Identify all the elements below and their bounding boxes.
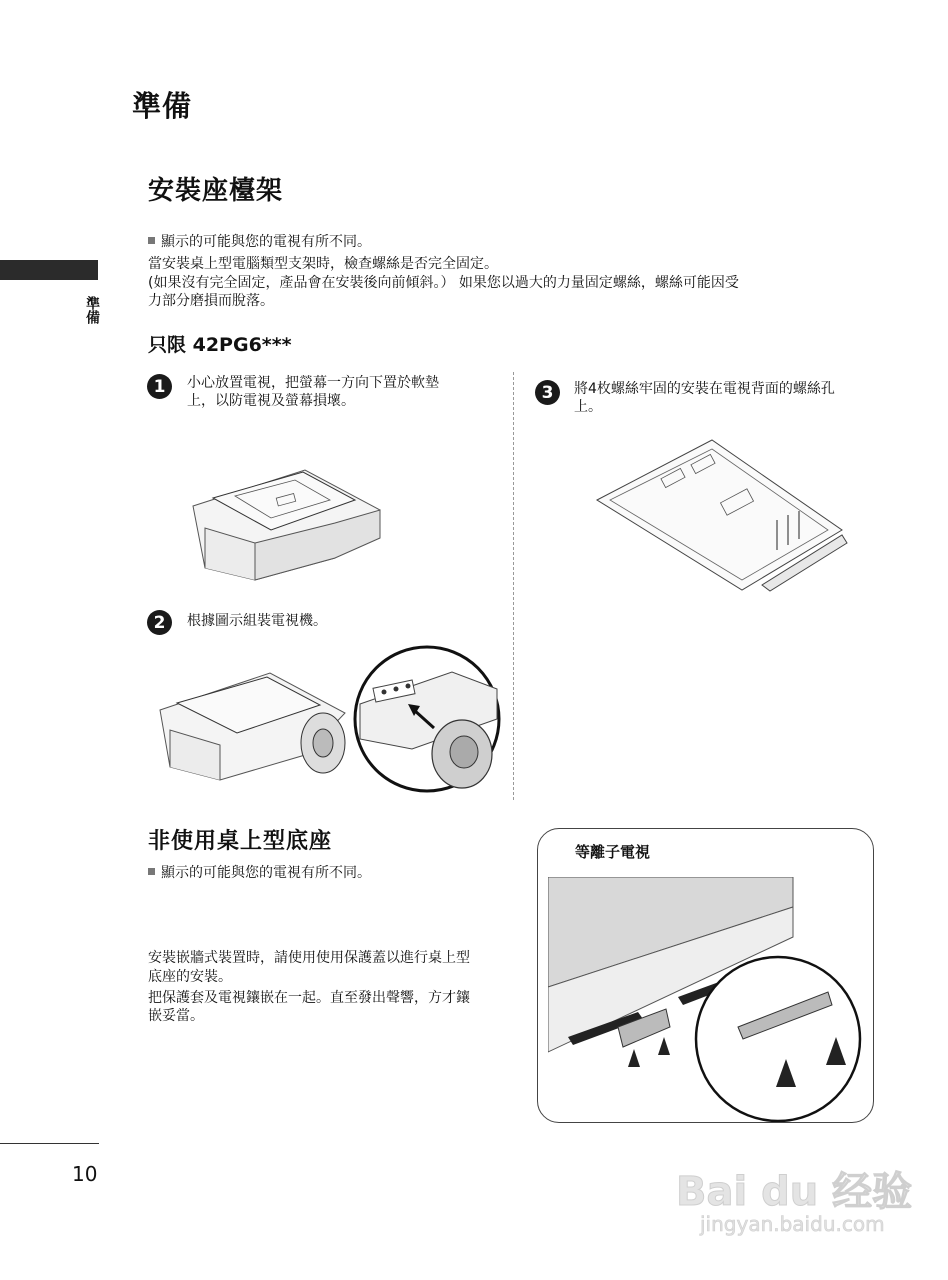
column-divider	[513, 372, 514, 800]
para-line: 安裝嵌牆式裝置時，請使用使用保護蓋以進行桌上型	[148, 950, 470, 966]
para-line: 底座的安裝。	[148, 969, 232, 985]
para-line: 嵌妥當。	[148, 1008, 204, 1024]
note-line	[148, 864, 371, 883]
side-tab-bar	[0, 260, 98, 280]
chapter-title: 準備	[132, 89, 193, 123]
step-3-text	[574, 380, 835, 416]
note-text: 顯示的可能與您的電視有所不同。	[161, 234, 371, 250]
footer-rule	[0, 1143, 99, 1144]
step-1-badge: 1	[147, 374, 172, 399]
step-2-badge: 2	[147, 610, 172, 635]
para-line: 力部分磨損而脫落。	[148, 293, 274, 309]
section-title-no-stand: 非使用桌上型底座	[148, 829, 333, 854]
bullet-icon	[148, 237, 155, 244]
step-2-text: 根據圖示組裝電視機。	[187, 613, 327, 629]
side-tab-label: 準備	[84, 296, 100, 324]
section-title-stand: 安裝座檯架	[148, 176, 284, 206]
protective-cover-illustration	[548, 877, 873, 1122]
step-1-text	[187, 374, 439, 410]
plasma-tv-callout	[537, 828, 874, 1123]
baidu-watermark-logo: Bai du 经验	[676, 1169, 913, 1215]
step-text-line: 上。	[574, 399, 602, 415]
para-line: 把保護套及電視鑲嵌在一起。直至發出聲響，方才鑲	[148, 990, 470, 1006]
callout-title: 等離子電視	[575, 843, 651, 861]
page-number: 10	[72, 1162, 98, 1186]
tv-back-screws-illustration	[592, 435, 852, 595]
step-text-line: 上，以防電視及螢幕損壞。	[187, 393, 355, 409]
tv-stand-assembly-illustration	[155, 655, 355, 785]
para-line: (如果沒有完全固定，產品會在安裝後向前傾斜。） 如果您以過大的力量固定螺絲，螺絲可能因受	[148, 275, 739, 291]
note-line	[148, 233, 371, 252]
bullet-icon	[148, 868, 155, 875]
baidu-watermark-url: jingyan.baidu.com	[700, 1212, 885, 1236]
step-3-badge: 3	[535, 380, 560, 405]
step-text-line: 小心放置電視，把螢幕一方向下置於軟墊	[187, 375, 439, 391]
model-heading: 只限 42PG6***	[148, 334, 292, 356]
tv-face-down-illustration	[185, 448, 385, 588]
step-text-line: 將4枚螺絲牢固的安裝在電視背面的螺絲孔	[574, 381, 835, 397]
note-text: 顯示的可能與您的電視有所不同。	[161, 865, 371, 881]
stand-detail-zoom-illustration	[352, 644, 502, 794]
para-line: 當安裝桌上型電腦類型支架時，檢查螺絲是否完全固定。	[148, 256, 498, 272]
